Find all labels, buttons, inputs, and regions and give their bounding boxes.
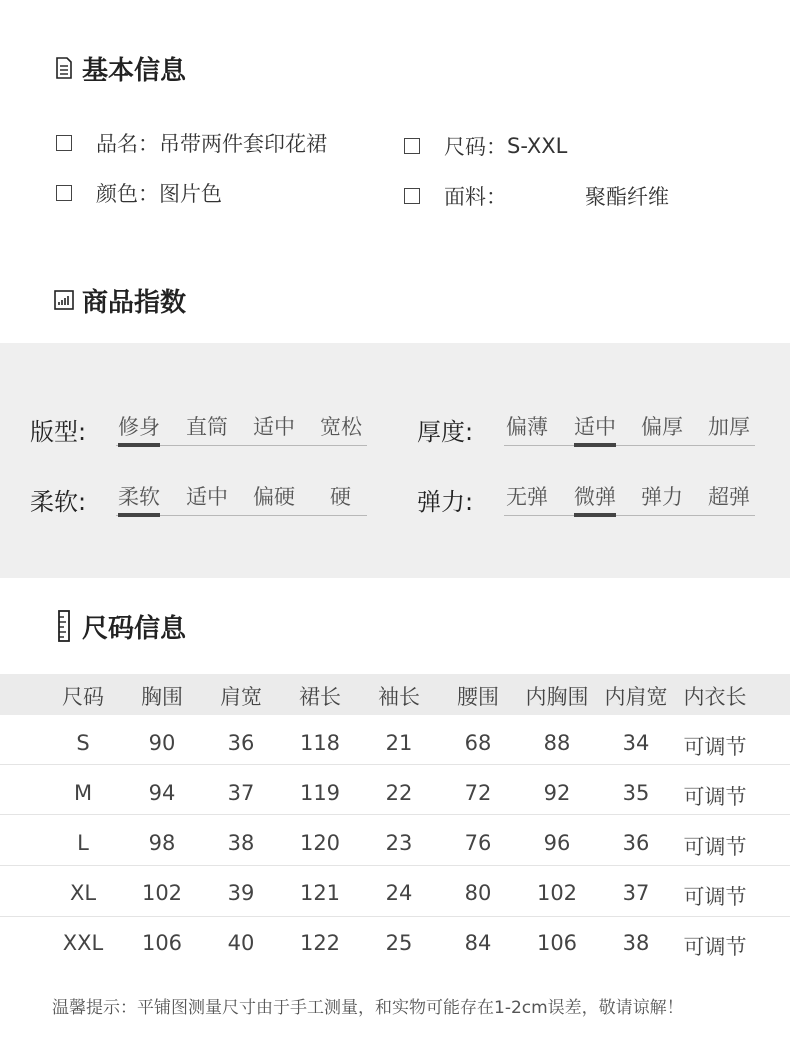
size-table-cell: M: [73, 781, 93, 805]
size-table-cell: 106: [536, 931, 578, 955]
size-table-cell: 90: [148, 731, 176, 755]
size-table-cell: 35: [622, 781, 650, 805]
size-table-cell: 94: [148, 781, 176, 805]
index-options-fit: [116, 411, 367, 446]
index-label-elasticity: 弹力:: [417, 488, 474, 516]
size-table-cell: 102: [536, 881, 578, 905]
table-row-divider: [0, 916, 790, 917]
basic-item-size: [404, 131, 567, 161]
product-index-panel: [0, 343, 790, 578]
basic-item-label: 品名：: [96, 132, 159, 156]
index-option: 柔软: [118, 481, 160, 511]
index-label-thickness: 厚度:: [417, 418, 474, 446]
index-option: 偏硬: [253, 485, 295, 509]
index-options-elasticity: [504, 481, 755, 516]
size-table-cell: 38: [622, 931, 650, 955]
basic-item-value: 图片色: [159, 182, 222, 206]
size-table-cell: 98: [148, 831, 176, 855]
product-index-title: [54, 283, 186, 317]
size-table-cell: 96: [543, 831, 571, 855]
size-table-cell: 40: [227, 931, 255, 955]
size-table-cell: 118: [299, 731, 341, 755]
size-table-cell: 可调节: [683, 885, 747, 909]
size-table-cell: 可调节: [683, 935, 747, 959]
basic-item-label: 尺码：: [444, 135, 507, 159]
size-table-cell: 36: [622, 831, 650, 855]
size-table-cell: 37: [227, 781, 255, 805]
index-option: 直筒: [186, 415, 228, 439]
table-row-divider: [0, 865, 790, 866]
index-option: 弹力: [641, 485, 683, 509]
size-table-cell: 80: [464, 881, 492, 905]
basic-item-color: [56, 178, 222, 208]
table-row-divider: [0, 764, 790, 765]
size-table-header-cell: 内胸围: [525, 685, 589, 709]
size-info-title: [54, 609, 186, 643]
index-option: 微弹: [574, 481, 616, 511]
size-table-cell: 可调节: [683, 785, 747, 809]
index-option: 适中: [186, 485, 228, 509]
table-row-divider: [0, 814, 790, 815]
size-table-cell: S: [76, 731, 90, 755]
size-table-cell: 21: [385, 731, 413, 755]
size-table-cell: 76: [464, 831, 492, 855]
size-table-header-cell: 肩宽: [220, 685, 262, 709]
size-table-cell: 106: [141, 931, 183, 955]
index-option: 修身: [118, 411, 160, 441]
size-table-cell: L: [77, 831, 89, 855]
index-option: 适中: [574, 411, 616, 441]
size-table-cell: 37: [622, 881, 650, 905]
bar-chart-icon: [54, 289, 74, 311]
size-table-header-cell: 内衣长: [683, 685, 747, 709]
checkbox-icon: [404, 188, 420, 204]
index-option: 适中: [253, 415, 295, 439]
index-option: 无弹: [506, 485, 548, 509]
index-option: 超弹: [708, 485, 750, 509]
basic-info-title-text: 基本信息: [82, 55, 187, 86]
size-table-cell: 121: [299, 881, 341, 905]
size-table-cell: 25: [385, 931, 413, 955]
size-table-cell: 24: [385, 881, 413, 905]
basic-item-name: [56, 128, 327, 158]
size-table-cell: 84: [464, 931, 492, 955]
basic-info-title: [54, 51, 186, 85]
size-table-header-cell: 胸围: [141, 685, 183, 709]
index-option: 加厚: [708, 415, 750, 439]
size-table-header-cell: 尺码: [62, 685, 104, 709]
index-options-softness: [116, 481, 367, 516]
size-table-header-cell: 袖长: [378, 685, 420, 709]
index-label-fit: 版型:: [30, 418, 87, 446]
size-info-title-text: 尺码信息: [82, 613, 187, 644]
size-table-cell: 68: [464, 731, 492, 755]
size-table-cell: 119: [299, 781, 341, 805]
size-table-cell: 72: [464, 781, 492, 805]
index-option: 偏薄: [506, 415, 548, 439]
disclaimer-note: 温馨提示：平铺图测量尺寸由于手工测量，和实物可能存在1-2cm误差，敬请谅解！: [52, 998, 684, 1018]
size-table-cell: 可调节: [683, 735, 747, 759]
size-table-cell: XXL: [62, 931, 104, 955]
size-table-cell: 92: [543, 781, 571, 805]
size-table-cell: 22: [385, 781, 413, 805]
product-index-title-text: 商品指数: [82, 287, 187, 318]
size-table-header-cell: 裙长: [299, 685, 341, 709]
basic-item-label: 面料：: [444, 185, 507, 209]
size-table-cell: 120: [299, 831, 341, 855]
size-table-cell: 39: [227, 881, 255, 905]
size-table-cell: 122: [299, 931, 341, 955]
index-options-thickness: [504, 411, 755, 446]
index-label-softness: 柔软:: [30, 488, 87, 516]
size-table-header-cell: 腰围: [457, 685, 499, 709]
basic-item-fabric: [404, 181, 669, 211]
size-table-cell: 102: [141, 881, 183, 905]
document-icon: [54, 57, 74, 79]
checkbox-icon: [404, 138, 420, 154]
basic-item-value: S-XXL: [507, 134, 568, 158]
size-table-cell: 38: [227, 831, 255, 855]
size-table-cell: 34: [622, 731, 650, 755]
size-table-cell: 可调节: [683, 835, 747, 859]
checkbox-icon: [56, 135, 72, 151]
basic-item-value: 聚酯纤维: [585, 185, 669, 209]
basic-item-value: 吊带两件套印花裙: [159, 132, 327, 156]
size-table-cell: 23: [385, 831, 413, 855]
size-table-cell: XL: [69, 881, 97, 905]
basic-item-label: 颜色：: [96, 182, 159, 206]
index-option: 偏厚: [641, 415, 683, 439]
size-table-cell: 88: [543, 731, 571, 755]
index-option: 硬: [330, 485, 351, 509]
ruler-icon: [54, 615, 74, 637]
index-option: 宽松: [320, 415, 362, 439]
size-table-header-cell: 内肩宽: [604, 685, 668, 709]
checkbox-icon: [56, 185, 72, 201]
size-table-cell: 36: [227, 731, 255, 755]
